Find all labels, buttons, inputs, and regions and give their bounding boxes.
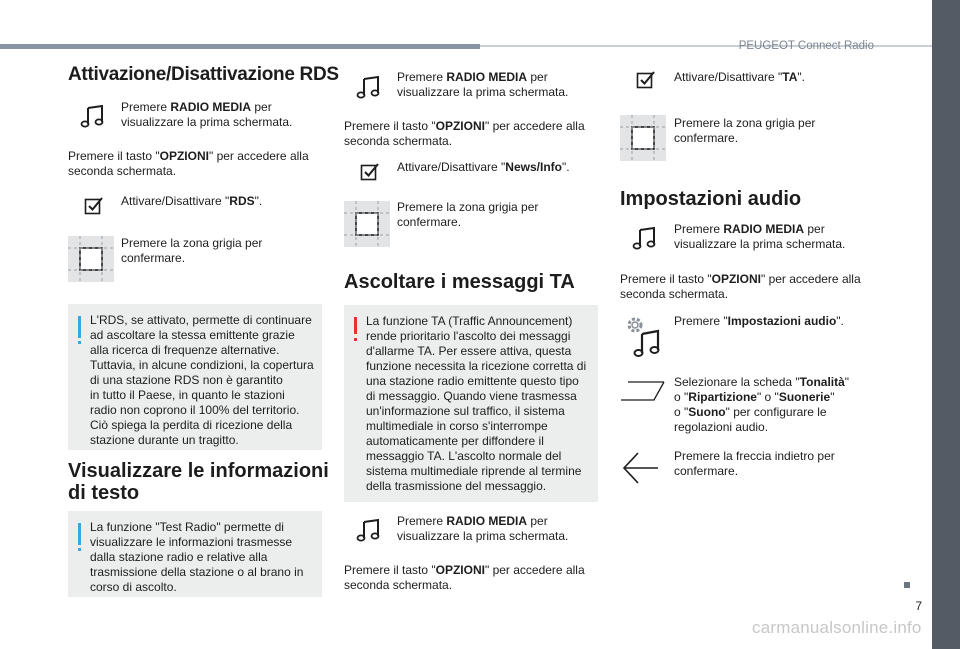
paragraph: Premere il tasto "OPZIONI" per accedere alla seconda schermata. [68,149,309,178]
step-text: Premere RADIO MEDIA per visualizzare la prima schermata. [397,514,569,543]
note-text: La funzione "Test Radio" permette di visualizzare le informazioni trasmesse dalla stazione radio e relative alla trasmissione della stazione o al brano in corso di ascolto. [90,520,304,594]
step-text: Attivare/Disattivare "News/Info". [397,160,570,174]
music-note-icon [356,75,382,99]
paragraph: Premere il tasto "OPZIONI" per accedere alla seconda schermata. [344,563,585,592]
side-bar [932,0,960,649]
warning-note [344,305,598,502]
back-arrow-icon [622,450,660,486]
step-text: Premere "Impostazioni audio". [674,314,844,328]
paragraph: Premere il tasto "OPZIONI" per accedere alla seconda schermata. [344,119,585,148]
note-text: La funzione TA (Traffic Announcement) rende prioritario l'ascolto dei messaggi d'allarme TA. Per essere attiva, questa funzione necessita la ricezione corretta di una stazione radio emittente questo tipo di messaggio. Quando viene trasmessa un'informazione sul traffico, il sistema multimediale in corso s'interrompe automaticamente per diffondere il messaggio TA. L'ascolto normale del sistema multimediale riprende al termine della trasmissione del messaggio. [366,314,587,493]
step-text: Premere la freccia indietro per confermare. [674,449,835,478]
checkbox-icon [636,70,656,90]
warning-marker [354,317,357,334]
header-brand: PEUGEOT Connect Radio [738,40,874,52]
section-title-rds: Attivazione/Disattivazione RDS [68,64,339,85]
paragraph: Premere il tasto "OPZIONI" per accedere alla seconda schermata. [620,272,861,301]
info-marker [78,316,81,338]
step-text: Attivare/Disattivare "RDS". [121,194,263,208]
watermark: carmanualsonline.info [752,618,922,637]
grey-zone-icon [68,236,114,282]
step-text: Premere RADIO MEDIA per visualizzare la prima schermata. [674,222,846,251]
checkbox-icon [360,162,380,182]
step-text: Premere RADIO MEDIA per visualizzare la prima schermata. [397,70,569,99]
step-text: Premere la zona grigia per confermare. [397,200,539,229]
continue-marker [904,582,910,588]
step-text: Attivare/Disattivare "TA". [674,70,805,84]
settings-music-icon [624,314,664,358]
music-note-icon [356,518,382,542]
step-text: Premere RADIO MEDIA per visualizzare la prima schermata. [121,100,293,129]
note-text: L'RDS, se attivato, permette di continuare ad ascoltare la stessa emittente grazie alla ricerca di frequenze alternative. Tuttavia, in alcune condizioni, la copertura di una stazione RDS non è garantito in tutto il Paese, in quanto le stazioni radio non coprono il 100% del territorio. Ciò spiega la perdita di ricezione della stazione durante un tragitto. [90,313,314,447]
section-title-audio: Impostazioni audio [620,188,802,210]
info-note [68,511,322,597]
grey-zone-icon [344,201,390,247]
section-title-text-info: Visualizzare le informazioni di testo [68,460,329,504]
step-text: Premere la zona grigia per confermare. [674,116,816,145]
info-note [68,304,322,450]
page-number: 7 [915,599,922,613]
section-title-ta: Ascoltare i messaggi TA [344,271,575,293]
tab-icon [620,380,666,402]
info-marker [78,523,81,545]
step-text: Selezionare la scheda "Tonalità" o "Ripartizione" o "Suonerie" o "Suono" per configurare le regolazioni audio. [674,375,850,434]
music-note-icon [80,104,106,128]
step-text: Premere la zona grigia per confermare. [121,236,263,265]
grey-zone-icon [620,115,666,161]
header-bar [0,44,480,49]
checkbox-icon [84,196,104,216]
music-note-icon [632,226,658,250]
